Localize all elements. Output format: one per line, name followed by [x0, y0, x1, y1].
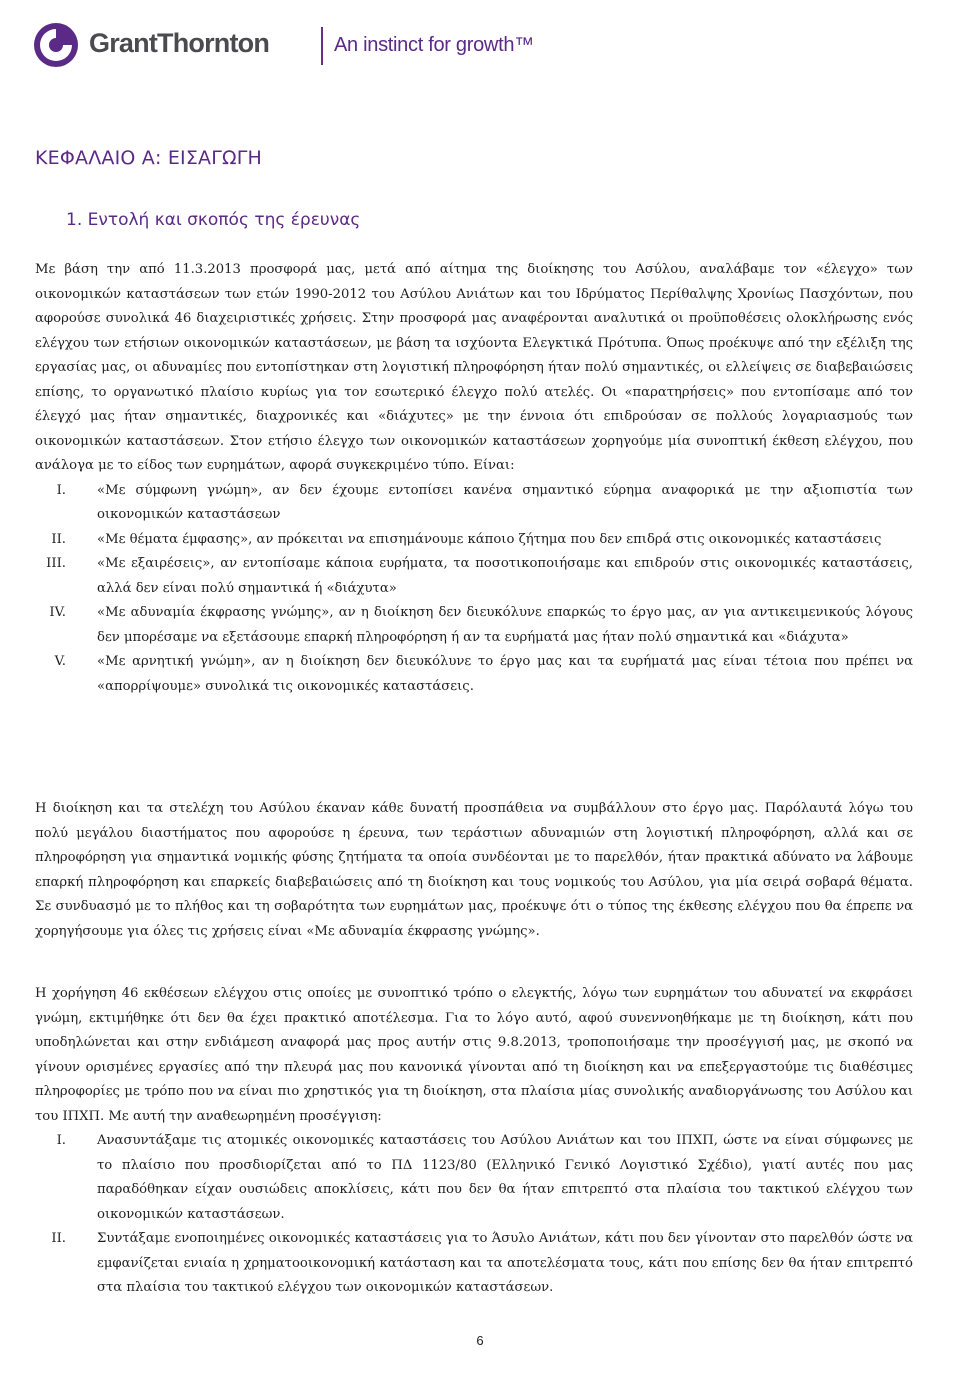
list-item [35, 601, 913, 650]
intro-block [35, 258, 913, 699]
list-item [35, 650, 913, 699]
list-item [35, 528, 913, 553]
list-text: «Με αδυναμία έκφρασης γνώμης», αν η διοίκηση δεν διευκόλυνε επαρκώς το έργο μας, αν για αντικειμενικούς λόγους δεν μπορέσαμε να εξετάσουμε επαρκή πληροφόρηση ή αν τα ευρήματά μας ήταν πολύ σημαντικά και «διάχυτα» [97, 605, 913, 645]
list-item [35, 1227, 913, 1301]
approach-list [35, 1129, 913, 1301]
paragraph-3-block [35, 982, 913, 1301]
list-item [35, 1129, 913, 1227]
paragraph-2: Η διοίκηση και τα στελέχη του Ασύλου έκαναν κάθε δυνατή προσπάθεια να συμβάλλουν στο έργο μας. Παρόλαυτά λόγω του πολύ μεγάλου διαστήματος που αφορούσε η έρευνα, των τεράστιων αδυναμιών στη λογιστική πληροφόρηση, αλλά και σε πληροφόρηση για σημαντικά νομικής φύσης ζητήματα τα οποία συνδέονται με το παρελθόν, ήταν πρακτικά αδύνατο να λάβουμε επαρκή πληροφόρηση και επαρκείς διαβεβαιώσεις από τη διοίκηση και τους νομικούς του Ασύλου, για μία σειρά σοβαρά θέματα. Σε συνδυασμό με το πλήθος και τη σοβαρότητα των ευρημάτων μας, προέκυψε ότι ο τύπος της έκθεσης ελέγχου που θα έπρεπε να χορηγήσουμε για όλες τις χρήσεις είναι «Με αδυναμία έκφρασης γνώμης». [35, 801, 913, 939]
opinion-types-list [35, 479, 913, 700]
list-item [35, 552, 913, 601]
list-text: Συντάξαμε ενοποιημένες οικονομικές καταστάσεις για το Άσυλο Ανιάτων, κάτι που δεν γίνονταν στο παρελθόν ώστε να εμφανίζεται ενιαία η χρηματοοικονομική κατάσταση και τα αποτελέσματα τους, κάτι που επίσης δεν θα ήταν επιτρεπτό στα πλαίσια του τακτικού ελέγχου των οικονομικών καταστάσεων. [97, 1231, 913, 1295]
paragraph-3: Η χορήγηση 46 εκθέσεων ελέγχου στις οποίες με συνοπτικό τρόπο ο ελεγκτής, λόγω των ευρημάτων του αδυνατεί να εκφράσει γνώμη, εκτιμήθηκε ότι δεν θα έχει πρακτικό αποτέλεσμα. Για το λόγο αυτό, αφού συνεννοηθήκαμε με τη διοίκηση, κάτι που υποδηλώνεται και στην ενδιάμεση αναφορά μας προς αυτήν στις 9.8.2013, τροποποιήσαμε την προσέγγισή μας, με σκοπό να γίνουν ορισμένες εργασίες από την πλευρά μας που κανονικά γίνονται από τη διοίκηση και να επεξεργαστούμε τις διαθέσιμες πληροφορίες με τρόπο που να είναι πιο χρηστικός για τη διοίκηση, στα πλαίσια μίας συνολικής αναδιοργάνωσης του Ασύλου και του ΙΠΧΠ. Με αυτή την αναθεωρημένη προσέγγιση: [35, 986, 913, 1124]
header-divider [321, 27, 323, 65]
section-title: 1. Εντολή και σκοπός της έρευνας [66, 210, 361, 230]
paragraph-2-block [35, 797, 913, 944]
page-header [33, 22, 534, 70]
list-number: II. [51, 531, 66, 547]
list-text: «Με εξαιρέσεις», αν εντοπίσαμε κάποια ευρήματα, τα ποσοτικοποιήσαμε και επιδρούν στις οικονομικές καταστάσεις, αλλά δεν είναι πολύ σημαντικά ή «διάχυτα» [97, 556, 913, 596]
list-number: V. [54, 654, 66, 669]
list-number: I. [56, 1133, 66, 1148]
brand-name: GrantThornton [89, 28, 270, 58]
list-number: I. [56, 482, 66, 498]
brand-tagline: An instinct for growth™ [334, 34, 534, 56]
list-number: II. [51, 1231, 66, 1246]
list-text: «Με σύμφωνη γνώμη», αν δεν έχουμε εντοπίσει κανένα σημαντικό εύρημα αναφορικά με την αξιοπιστία των οικονομικών καταστάσεων [97, 482, 913, 522]
list-text: «Με θέματα έμφασης», αν πρόκειται να επισημάνουμε κάποιο ζήτημα που δεν επιδρά στις οικονομικές καταστάσεις [97, 531, 882, 547]
paragraph-1: Με βάση την από 11.3.2013 προσφορά μας, μετά από αίτημα της διοίκησης του Ασύλου, αναλάβαμε τον «έλεγχο» των οικονομικών καταστάσεων των ετών 1990-2012 του Ασύλου Ανιάτων και του Ιδρύματος Περίθαλψης Χρονίως Πασχόντων, που αφορούσε συνολικά 46 διαχειριστικές χρήσεις. Στην προσφορά μας αναφέρονται αναλυτικά οι προϋποθέσεις ολοκλήρωσης ενός ελέγχου των ετήσιων οικονομικών καταστάσεων, με βάση τα ισχύοντα Ελεγκτικά Πρότυπα. Όπως προέκυψε από την εξέλιξη της εργασίας μας, οι αδυναμίες που εντοπίστηκαν στη λογιστική πληροφόρηση ήταν πολύ σημαντικές, οι ελλείψεις σε διαβεβαιώσεις επίσης, το οργανωτικό πλαίσιο κυρίως για τον εσωτερικό έλεγχο πολύ ατελές. Οι «παρατηρήσεις» που εντοπίσαμε από τον έλεγχό μας ήταν σημαντικές, διαχρονικές και «διάχυτες» με την έννοια ότι επιδρούσαν σε πολλούς λογαριασμούς των οικονομικών καταστάσεων. Στον ετήσιο έλεγχο των οικονομικών καταστάσεων χορηγούμε μία συνοπτική έκθεση ελέγχου, που ανάλογα με το είδος των ευρημάτων, αφορά συγκεκριμένο τύπο. Είναι: [35, 262, 913, 473]
list-text: «Με αρνητική γνώμη», αν η διοίκηση δεν διευκόλυνε το έργο μας και τα ευρήματά μας είναι τέτοια που πρέπει να «απορρίψουμε» συνολικά τις οικονομικές καταστάσεις. [97, 654, 913, 694]
list-item [35, 479, 913, 528]
page-number: 6 [476, 1333, 484, 1348]
list-number: IV. [49, 605, 66, 620]
list-text: Ανασυντάξαμε τις ατομικές οικονομικές καταστάσεις του Ασύλου Ανιάτων και του ΙΠΧΠ, ώστε να είναι σύμφωνες με το πλαίσιο που προσδιορίζεται από το ΠΔ 1123/80 (Ελληνικό Γενικό Λογιστικό Σχέδιο), γιατί αυτές που μας παραδόθηκαν είχαν ουσιώδεις αποκλίσεις, κάτι που δεν θα ήταν επιτρεπτό στα πλαίσια του τακτικού ελέγχου των οικονομικών καταστάσεων. [97, 1133, 913, 1222]
grant-thornton-logo-icon [33, 22, 79, 68]
chapter-title: ΚΕΦΑΛΑΙΟ Α: ΕΙΣΑΓΩΓΗ [35, 147, 263, 169]
list-number: III. [46, 556, 66, 571]
